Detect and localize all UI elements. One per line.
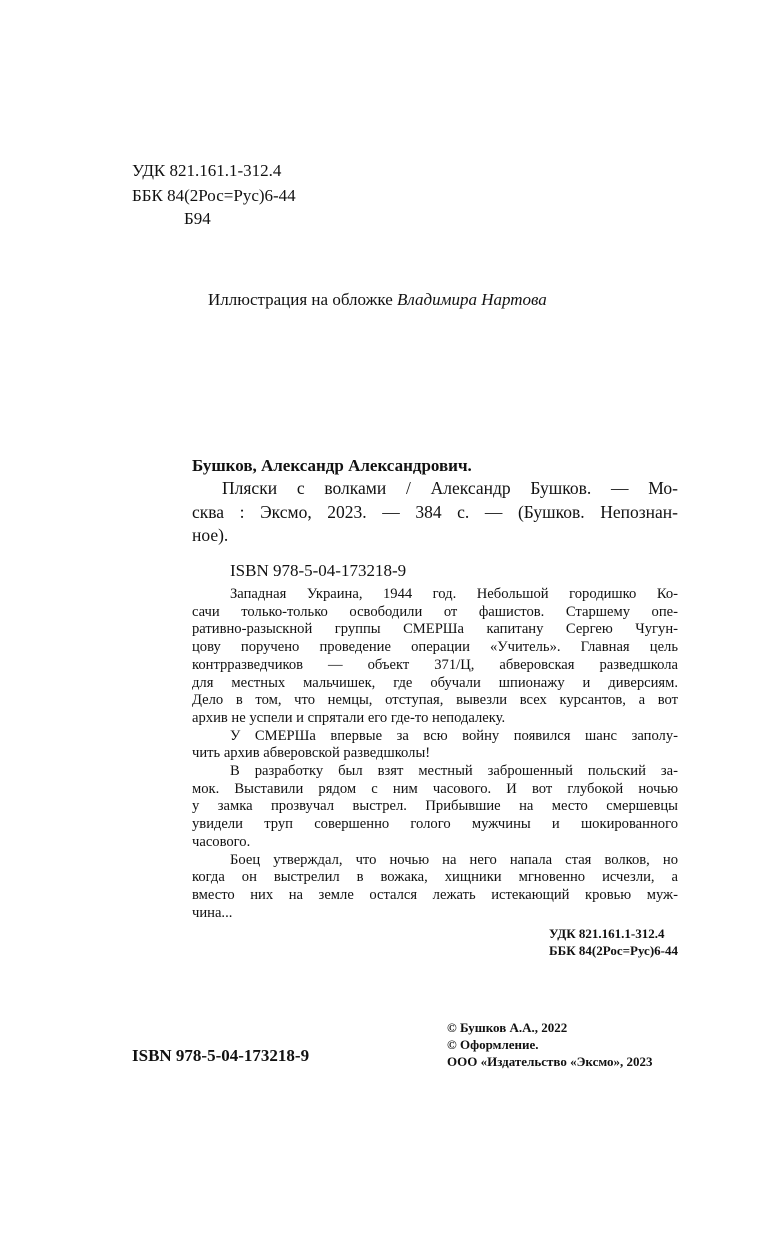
annotation-line: Дело в том, что немцы, отступая, вывезли всех курсантов, а вот: [192, 692, 678, 709]
udk-code: УДК 821.161.1-312.4: [132, 161, 282, 180]
annotation-line: часового.: [192, 833, 251, 850]
biblio-isbn: ISBN 978-5-04-173218-9: [230, 561, 407, 580]
annotation-line: В разработку был взят местный заброшенный польский за-: [230, 763, 678, 780]
annotation-line: ративно-разыскной группы СМЕРШа капитану Сергею Чугун-: [192, 621, 678, 638]
annotation-line: увидели труп совершенно голого мужчины и шокированного: [192, 816, 678, 833]
biblio-line: ное).: [192, 525, 229, 545]
annotation-line: Западная Украина, 1944 год. Небольшой городишко Ко-: [230, 586, 678, 602]
annotation-line: цову поручено проведение операции «Учитель». Главная цель: [192, 639, 678, 656]
copyright-publisher: ООО «Издательство «Эксмо», 2023: [447, 1054, 653, 1069]
annotation-line: чить архив абверовской разведшколы!: [192, 745, 431, 762]
annotation-line: архив не успели и спрятали его где-то неподалеку.: [192, 709, 506, 726]
annotation-udk: УДК 821.161.1-312.4: [549, 926, 665, 941]
bbk-code: ББК 84(2Рос=Рус)6-44: [132, 186, 296, 205]
illustration-artist: Владимира Нартова: [397, 290, 547, 309]
copyright-design: © Оформление.: [447, 1037, 539, 1052]
annotation-codes: [549, 925, 678, 959]
annotation-line: У СМЕРШа впервые за всю войну появился шанс заполу-: [230, 727, 678, 744]
copyright-block: [447, 1019, 653, 1070]
biblio-line: Пляски с волками / Александр Бушков. — Мо-: [222, 478, 678, 498]
annotation-line: сачи только-только освободили от фашистов. Старшему опе-: [192, 603, 678, 620]
book-author: Бушков, Александр Александрович.: [192, 456, 472, 475]
annotation-line: у замка прозвучал выстрел. Прибывшие на место смершевцы: [192, 798, 678, 815]
annotation-bbk: ББК 84(2Рос=Рус)6-44: [549, 943, 678, 958]
author-mark: Б94: [184, 209, 211, 228]
annotation-line: мок. Выставили рядом с ним часового. И вот глубокой ночью: [192, 780, 678, 797]
annotation-line: контрразведчиков — объект 371/Ц, абверовская разведшкола: [192, 656, 678, 673]
illustration-credit: [208, 290, 547, 310]
bibliographic-description: [192, 477, 678, 548]
annotation-line: для местных мальчишек, где обучали шпионажу и диверсиям.: [192, 674, 678, 691]
annotation-line: когда он выстрелил в вожака, хищники мгновенно исчезли, а: [192, 869, 678, 886]
illustration-label: Иллюстрация на обложке: [208, 290, 393, 309]
footer-isbn: ISBN 978-5-04-173218-9: [132, 1046, 310, 1065]
copyright-author: © Бушков А.А., 2022: [447, 1020, 568, 1035]
annotation-line: Боец утверждал, что ночью на него напала стая волков, но: [230, 851, 678, 868]
biblio-line: сква : Эксмо, 2023. — 384 с. — (Бушков. Непознан-: [192, 501, 678, 522]
annotation-line: чина...: [192, 904, 233, 921]
annotation-line: вместо них на земле остался лежать истекающий кровью муж-: [192, 886, 678, 903]
annotation: [192, 586, 678, 922]
